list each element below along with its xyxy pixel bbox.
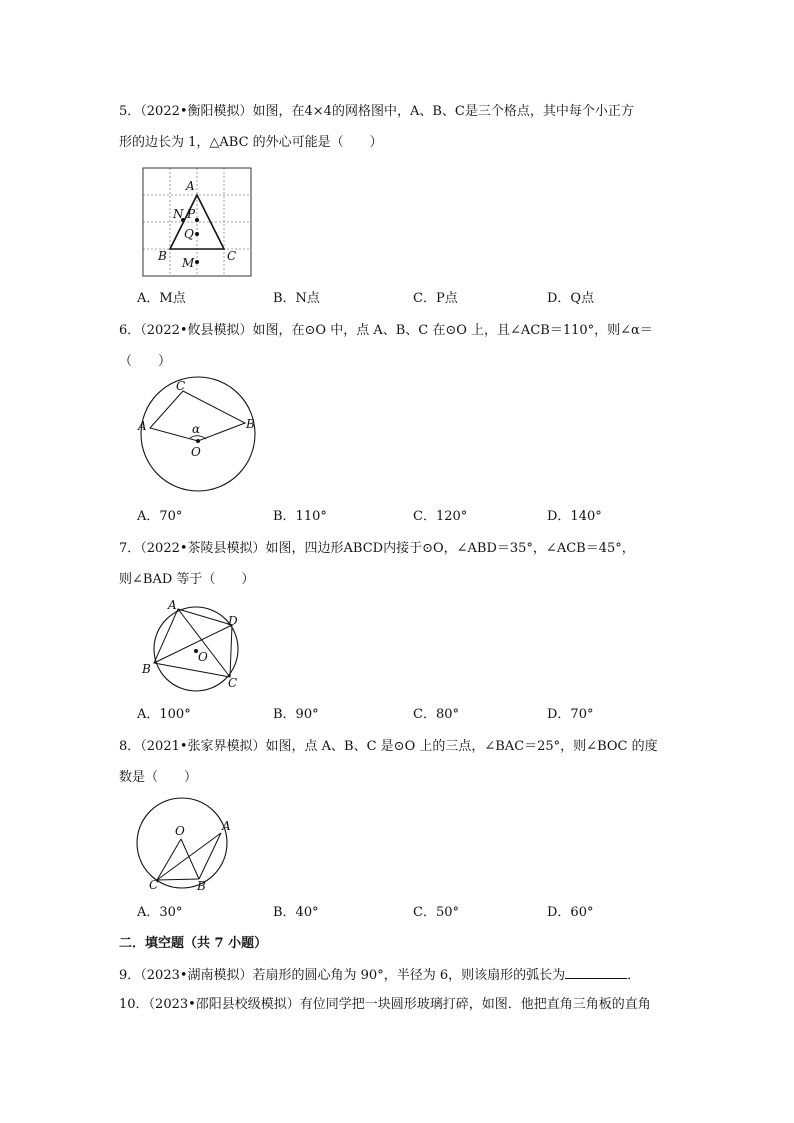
q8-option-b: B．40° (273, 905, 319, 920)
segment-ob (181, 839, 199, 879)
label-a: A (222, 819, 231, 833)
q6-option-c: C．120° (413, 509, 468, 524)
label-b: B (197, 879, 206, 893)
center-o (196, 439, 200, 443)
label-p: P (187, 207, 196, 221)
q8-text-line2: 数是（ ） (119, 770, 198, 785)
label-b: B (142, 662, 151, 676)
label-o: O (191, 445, 201, 459)
label-m: M (182, 256, 195, 270)
q8-option-a: A．30° (137, 905, 183, 920)
q6-text-line1: 6．（2022•攸县模拟）如图，在⊙O 中，点 A、B、C 在⊙O 上，且∠ACB＝110°，则∠α＝ (119, 323, 653, 338)
diagonal-bd (154, 625, 232, 663)
label-a: A (138, 419, 147, 433)
q10-text: 10．（2023•邵阳县校级模拟）有位同学把一块圆形玻璃打碎，如图．他把直角三角板的直角 (119, 997, 651, 1012)
point-q (195, 232, 199, 236)
diagonal-ac (178, 609, 230, 677)
label-d: D (228, 614, 238, 628)
label-c: C (149, 878, 159, 892)
segment-cb (157, 879, 199, 880)
answer-blank (565, 966, 627, 979)
q5-option-b: B．N点 (273, 291, 320, 306)
segment-ba (199, 833, 221, 879)
q5-text-line1: 5．（2022•衡阳模拟）如图，在4×4的网格图中，A、B、C是三个格点，其中每个小正方 (119, 104, 634, 119)
q5-text-line2: 形的边长为 1，△ABC 的外心可能是（ ） (119, 135, 383, 150)
q8-option-d: D．60° (547, 905, 594, 920)
q6-figure (133, 375, 263, 500)
label-n: N (173, 207, 184, 221)
circle-o (137, 798, 227, 888)
q6-option-d: D．140° (547, 509, 602, 524)
q6-option-b: B．110° (273, 509, 327, 524)
q6-option-a: A．70° (137, 509, 183, 524)
q7-option-c: C．80° (413, 707, 459, 722)
q5-option-d: D．Q点 (547, 291, 595, 306)
q7-option-d: D．70° (547, 707, 594, 722)
q7-figure (138, 597, 248, 697)
q5-option-c: C．P点 (413, 291, 458, 306)
q5-option-a: A．M点 (137, 291, 186, 306)
q9-text (119, 966, 640, 984)
label-c: C (176, 379, 186, 393)
q8-option-c: C．50° (413, 905, 459, 920)
label-o: O (198, 650, 208, 664)
q5-figure (135, 160, 265, 280)
segment-oc (157, 839, 181, 880)
q7-option-a: A．100° (137, 707, 191, 722)
q7-text-line2: 则∠BAD 等于（ ） (119, 572, 255, 587)
segment-ca (157, 833, 221, 880)
label-q: Q (184, 227, 194, 241)
label-b: B (158, 249, 167, 263)
label-c: C (228, 676, 238, 690)
q7-option-b: B．90° (273, 707, 319, 722)
label-c: C (227, 249, 237, 263)
q9-stem: 9．（2023•湖南模拟）若扇形的圆心角为 90°，半径为 6，则该扇形的弧长为 (119, 968, 566, 983)
q8-figure (135, 795, 245, 895)
q7-text-line1: 7．（2022•茶陵县模拟）如图，四边形ABCD内接于⊙O，∠ABD＝35°，∠ACB＝45°， (119, 541, 635, 556)
label-a: A (168, 598, 177, 612)
label-o: O (175, 824, 185, 838)
label-alpha: α (192, 422, 201, 436)
point-p (195, 218, 199, 222)
label-b: B (246, 417, 255, 431)
q9-end: ． (627, 968, 641, 983)
point-m (195, 260, 199, 264)
q8-text-line1: 8．（2021•张家界模拟）如图，点 A、B、C 是⊙O 上的三点，∠BAC＝25°，则∠BOC 的度 (119, 739, 658, 754)
section-heading: 二．填空题（共 7 小题） (119, 936, 268, 951)
q6-text-line2: （ ） (119, 354, 172, 369)
label-a: A (186, 179, 195, 193)
